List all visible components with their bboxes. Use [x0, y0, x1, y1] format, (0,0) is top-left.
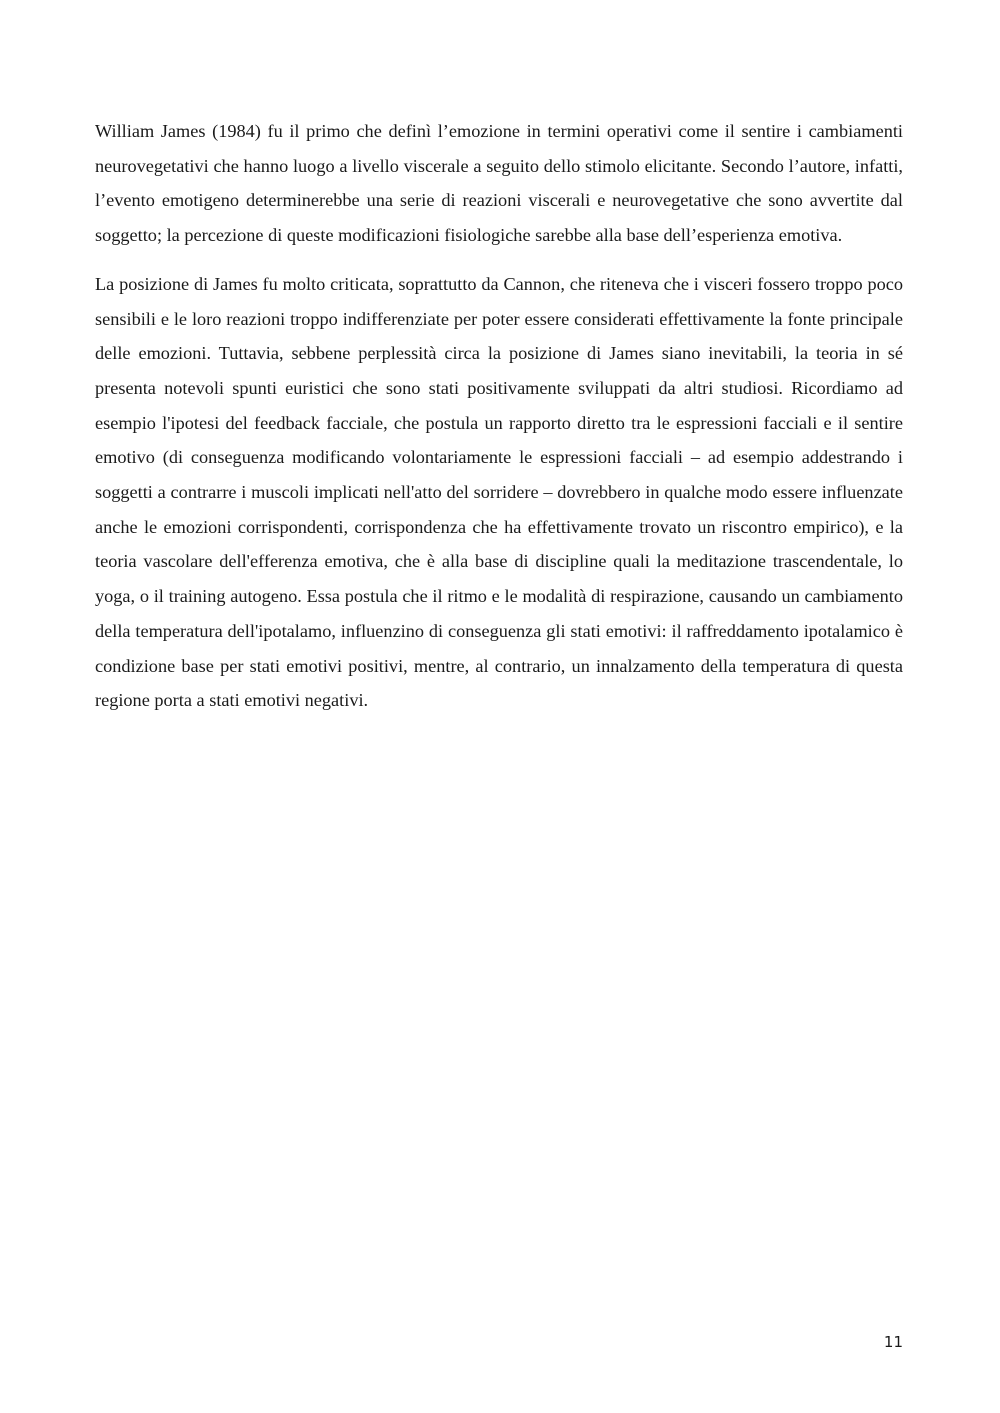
- paragraph-james-criticism: La posizione di James fu molto criticata, soprattutto da Cannon, che riteneva che i visceri fossero troppo poco sensibili e le loro reazioni troppo indifferenziate per poter essere considerati effettivamente la fonte principale delle emozioni. Tuttavia, sebbene perplessità circa la posizione di James siano inevitabili, la teoria in sé presenta notevoli spunti euristici che sono stati positivamente sviluppati da altri studiosi. Ricordiamo ad esempio l'ipotesi del feedback facciale, che postula un rapporto diretto tra le espressioni facciali e il sentire emotivo (di conseguenza modificando volontariamente le espressioni facciali – ad esempio addestrando i soggetti a contrarre i muscoli implicati nell'atto del sorridere – dovrebbero in qualche modo essere influenzate anche le emozioni corrispondenti, corrispondenza che ha effettivamente trovato un riscontro empirico), e la teoria vascolare dell'efferenza emotiva, che è alla base di discipline quali la meditazione trascendentale, lo yoga, o il training autogeno. Essa postula che il ritmo e le modalità di respirazione, causando un cambiamento della temperatura dell'ipotalamo, influenzino di conseguenza gli stati emotivi: il raffreddamento ipotalamico è condizione base per stati emotivi positivi, mentre, al contrario, un innalzamento della temperatura di questa regione porta a stati emotivi negativi.: [95, 273, 903, 711]
- body-text: [95, 114, 903, 732]
- paragraph-james-definition: William James (1984) fu il primo che definì l’emozione in termini operativi come il sentire i cambiamenti neurovegetativi che hanno luogo a livello viscerale a seguito dello stimolo elicitante. Secondo l’autore, infatti, l’evento emotigeno determinerebbe una serie di reazioni viscerali e neurovegetative che sono avvertite dal soggetto; la percezione di queste modificazioni fisiologiche sarebbe alla base dell’esperienza emotiva.: [95, 121, 903, 246]
- page-number: 11: [883, 1333, 903, 1351]
